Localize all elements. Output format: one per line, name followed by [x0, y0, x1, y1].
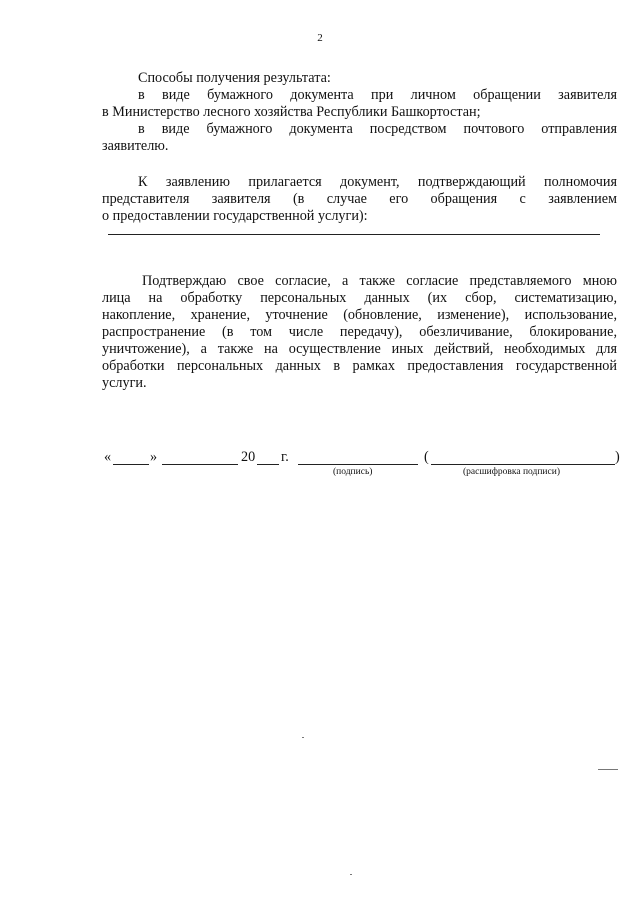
signature-field[interactable] [298, 449, 418, 465]
result-option-1-line-2: в Министерство лесного хозяйства Республики Башкортостан; [102, 104, 481, 120]
date-close-quote: » [150, 449, 158, 465]
date-year-field[interactable] [257, 449, 279, 465]
attachment-section [102, 174, 617, 225]
attachment-line-1: К заявлению прилагается документ, подтверждающий полномочия [138, 174, 617, 190]
signature-decoding-field[interactable] [431, 449, 615, 465]
decoding-open-paren: ( [424, 449, 429, 465]
result-option-2-line-1: в виде бумажного документа посредством почтового отправления [138, 121, 617, 137]
consent-line-2: лица на обработку персональных данных (их сбор, систематизацию, [102, 290, 617, 306]
attachment-line-3: о предоставлении государственной услуги): [102, 208, 368, 224]
date-year-suffix: г. [281, 449, 289, 465]
scan-dot [302, 737, 304, 738]
date-month-field[interactable] [162, 449, 238, 465]
signature-caption: (подпись) [333, 467, 373, 477]
consent-section [102, 273, 617, 392]
page-number: 2 [317, 32, 323, 44]
attachment-line-2: представителя заявителя (в случае его обращения с заявлением [102, 191, 617, 207]
decoding-caption: (расшифровка подписи) [463, 467, 560, 477]
consent-line-3: накопление, хранение, уточнение (обновление, изменение), использование, [102, 307, 617, 323]
consent-line-5: уничтожение), а также на осуществление иных действий, необходимых для [102, 341, 617, 357]
date-open-quote: « [104, 449, 112, 465]
consent-line-7: услуги. [102, 375, 147, 391]
consent-line-4: распространение (в том числе передачу), обезличивание, блокирование, [102, 324, 617, 340]
scan-mark [598, 769, 618, 770]
result-methods-heading: Способы получения результата: [138, 70, 331, 86]
date-year-prefix: 20 [241, 449, 256, 465]
consent-line-1: Подтверждаю свое согласие, а также согласие представляемого мною [142, 273, 617, 289]
result-option-2-line-2: заявителю. [102, 138, 169, 154]
signature-row [104, 449, 620, 469]
scan-dot [350, 874, 352, 875]
result-option-1-line-1: в виде бумажного документа при личном обращении заявителя [138, 87, 617, 103]
result-methods-section [102, 70, 617, 155]
consent-line-6: обработки персональных данных в рамках предоставления государственной [102, 358, 617, 374]
decoding-close-paren: ) [615, 449, 620, 465]
attachment-fill-line[interactable] [108, 234, 600, 235]
date-day-field[interactable] [113, 449, 149, 465]
